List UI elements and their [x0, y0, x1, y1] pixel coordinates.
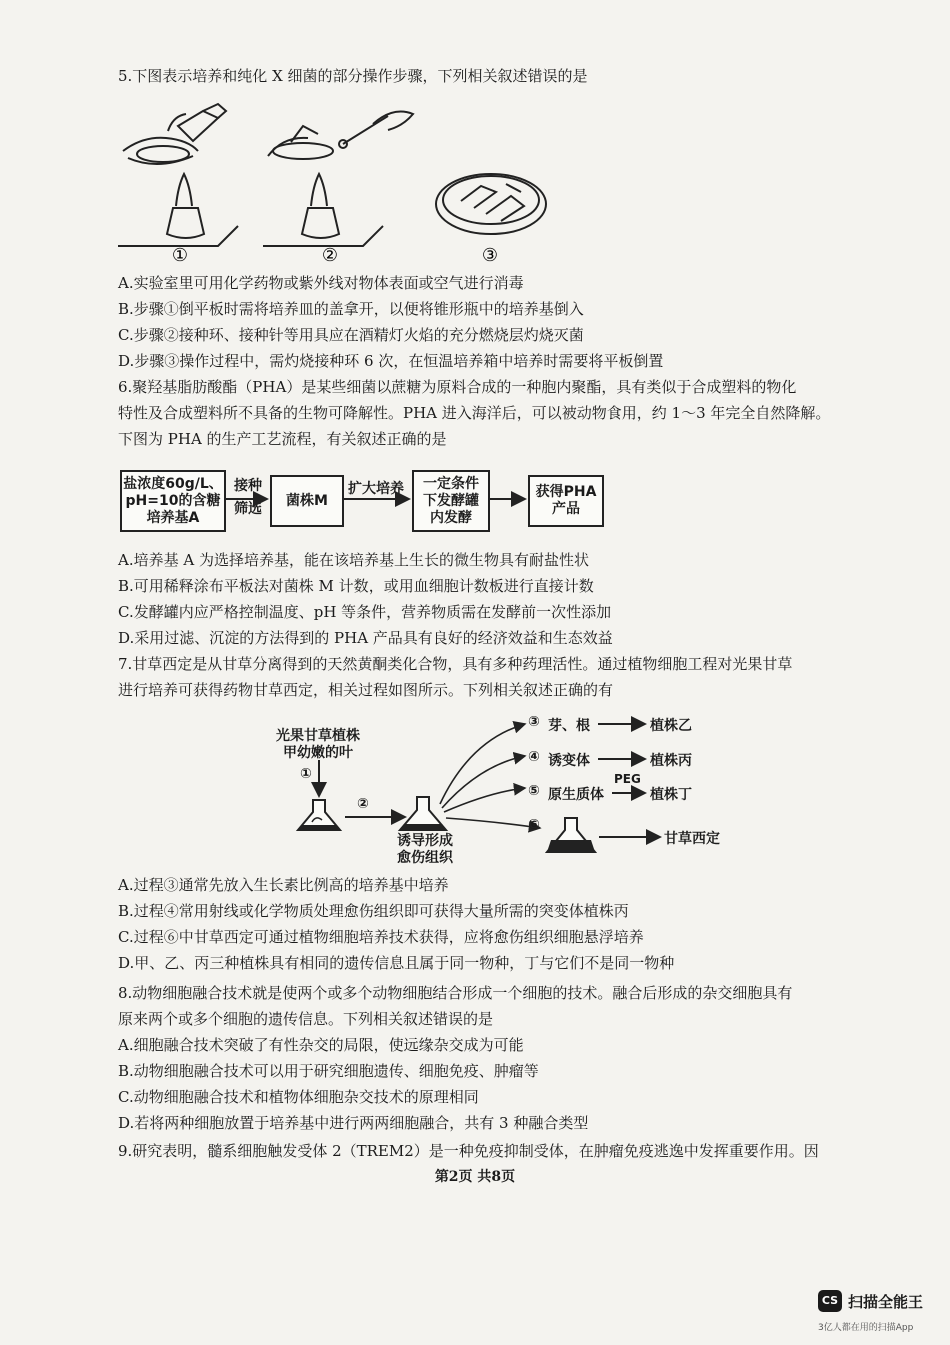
q6-stem-line-3: 下图为 PHA 的生产工艺流程，有关叙述正确的是 — [118, 430, 447, 448]
q7-branch-3-num: ③ — [528, 714, 540, 730]
q5-option-d: D.步骤③操作过程中，需灼烧接种环 6 次，在恒温培养箱中培养时需要将平板倒置 — [118, 352, 664, 370]
q6-option-d: D.采用过滤、沉淀的方法得到的 PHA 产品具有良好的经济效益和生态效益 — [118, 629, 613, 647]
scanner-logo-icon: CS — [818, 1290, 842, 1312]
scanner-app-name: 扫描全能王 — [848, 1293, 924, 1311]
fig-label-3: ③ — [481, 245, 499, 266]
q7-option-c: C.过程⑥中甘草西定可通过植物细胞培养技术获得，应将愈伤组织细胞悬浮培养 — [118, 928, 644, 946]
q6-stem-line-2: 特性及合成塑料所不具备的生物可降解性。PHA 进入海洋后，可以被动物食用，约 1～3 年完全自然降解。 — [118, 404, 831, 422]
q7-branch-5-result: 植株丁 — [650, 787, 692, 803]
q7-step1: ① — [300, 766, 312, 782]
q7-stem-line-1: 7.甘草西定是从甘草分离得到的天然黄酮类化合物，具有多种药理活性。通过植物细胞工程对光果甘草 — [118, 655, 793, 673]
q5-option-a: A.实验室里可用化学药物或紫外线对物体表面或空气进行消毒 — [118, 274, 524, 292]
fig-label-1: ① — [171, 245, 189, 266]
q7-option-d: D.甲、乙、丙三种植株具有相同的遗传信息且属于同一物种，丁与它们不是同一物种 — [118, 954, 675, 972]
q5-stem: 5.下图表示培养和纯化 X 细菌的部分操作步骤，下列相关叙述错误的是 — [118, 67, 588, 85]
q6-option-a: A.培养基 A 为选择培养基，能在该培养基上生长的微生物具有耐盐性状 — [118, 551, 589, 569]
q7-peg-label: PEG — [614, 772, 641, 786]
flow-box1-line1: 盐浓度60g/L、 — [123, 475, 223, 492]
page-footer: 第2页 共8页 — [434, 1169, 516, 1185]
q7-branch-4-label: 诱变体 — [548, 753, 590, 769]
flow-arrows — [0, 0, 950, 600]
flow-arrow2-label: 扩大培养 — [348, 481, 404, 497]
q7-branch-6-num: ⑥ — [528, 817, 540, 833]
q8-stem-line-2: 原来两个或多个细胞的遗传信息。下列相关叙述错误的是 — [118, 1010, 494, 1028]
q7-option-a: A.过程③通常先放入生长素比例高的培养基中培养 — [118, 876, 449, 894]
q7-branch-5-label: 原生质体 — [548, 787, 604, 803]
q7-option-b: B.过程④常用射线或化学物质处理愈伤组织即可获得大量所需的突变体植株丙 — [118, 902, 629, 920]
q7-branch-3-result: 植株乙 — [650, 718, 692, 734]
q7-step2: ② — [357, 796, 369, 812]
q8-stem-line-1: 8.动物细胞融合技术就是使两个或多个动物细胞结合形成一个细胞的技术。融合后形成的杂交细胞具有 — [118, 984, 793, 1002]
flow-box-product: 获得PHA 产品 — [528, 475, 604, 527]
q6-stem-line-1: 6.聚羟基脂肪酸酯（PHA）是某些细菌以蔗糖为原料合成的一种胞内聚酯，具有类似于合成塑料的物化 — [118, 378, 797, 396]
q9-stem: 9.研究表明，髓系细胞触发受体 2（TREM2）是一种免疫抑制受体，在肿瘤免疫逃逸中发挥重要作用。因 — [118, 1142, 819, 1160]
scanner-tagline: 3亿人都在用的扫描App — [818, 1323, 914, 1333]
q7-diagram-lines — [0, 700, 950, 870]
q6-option-b: B.可用稀释涂布平板法对菌株 M 计数，或用血细胞计数板进行直接计数 — [118, 577, 594, 595]
q7-stem-line-2: 进行培养可获得药物甘草西定，相关过程如图所示。下列相关叙述正确的有 — [118, 681, 614, 699]
q5-option-c: C.步骤②接种环、接种针等用具应在酒精灯火焰的充分燃烧层灼烧灭菌 — [118, 326, 584, 344]
q7-branch-5-num: ⑤ — [528, 783, 540, 799]
q8-option-c: C.动物细胞融合技术和植物体细胞杂交技术的原理相同 — [118, 1088, 479, 1106]
q7-callus-label: 诱导形成 愈伤组织 — [397, 833, 453, 866]
q8-option-a: A.细胞融合技术突破了有性杂交的局限，使远缘杂交成为可能 — [118, 1036, 524, 1054]
q7-branch-6-result: 甘草西定 — [664, 831, 720, 847]
flow-box-fermentation: 一定条件 下发酵罐 内发酵 — [412, 470, 490, 532]
q8-option-d: D.若将两种细胞放置于培养基中进行两两细胞融合，共有 3 种融合类型 — [118, 1114, 589, 1132]
flow-box-strain-m: 菌株M — [270, 475, 344, 527]
flow-box1-line2: pH=10的含糖 — [125, 492, 221, 509]
q7-source-label: 光果甘草植株 甲幼嫩的叶 — [276, 728, 360, 761]
q6-option-c: C.发酵罐内应严格控制温度、pH 等条件，营养物质需在发酵前一次性添加 — [118, 603, 612, 621]
q7-branch-3-label: 芽、根 — [548, 718, 590, 734]
q5-option-b: B.步骤①倒平板时需将培养皿的盖拿开，以便将锥形瓶中的培养基倒入 — [118, 300, 584, 318]
flow-box1-line3: 培养基A — [146, 509, 200, 526]
flow-arrow1-label: 接种 筛选 — [234, 478, 262, 517]
fig-label-2: ② — [321, 245, 339, 266]
q7-branch-4-result: 植株丙 — [650, 753, 692, 769]
q8-option-b: B.动物细胞融合技术可以用于研究细胞遗传、细胞免疫、肿瘤等 — [118, 1062, 539, 1080]
q7-branch-4-num: ④ — [528, 749, 540, 765]
